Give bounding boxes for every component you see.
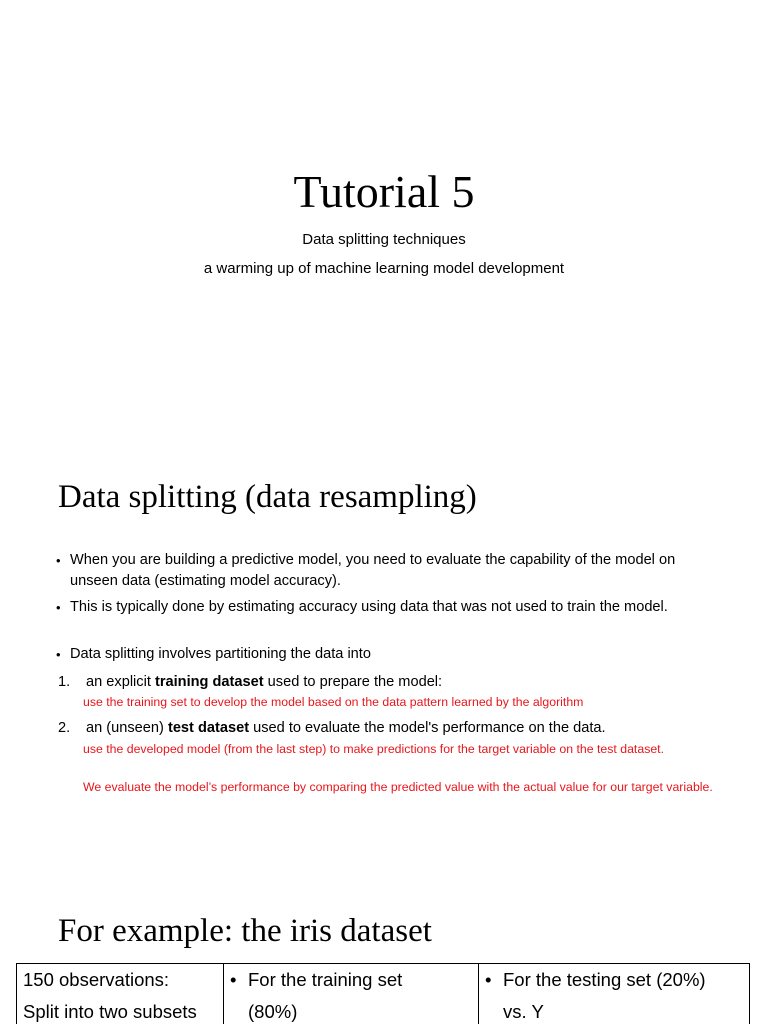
bullet-dot: • bbox=[56, 553, 61, 568]
numbered-item-text: an explicit training dataset used to prepare the model: bbox=[86, 674, 443, 690]
numbered-item-text: an (unseen) test dataset used to evaluate the model's performance on the data. bbox=[86, 720, 606, 736]
term-training-dataset: training dataset bbox=[154, 674, 264, 690]
note-test-evaluate: We evaluate the model’s performance by comparing the predicted value with the actual value for our target variable. bbox=[83, 780, 713, 794]
slide-title-iris-example: For example: the iris dataset bbox=[58, 913, 432, 949]
bullet-dot: • bbox=[56, 600, 61, 615]
bullet-text: Data splitting involves partitioning the data into bbox=[70, 646, 371, 662]
numbered-item-training bbox=[58, 672, 718, 693]
bullet-text: This is typically done by estimating accuracy using data that was not used to train the model. bbox=[70, 599, 668, 615]
cell-continuation: vs. Y bbox=[503, 1001, 544, 1022]
bullet-text: When you are building a predictive model, you need to evaluate the capability of the model on unseen data (estimating model accuracy). bbox=[70, 552, 676, 589]
slide-title-data-splitting: Data splitting (data resampling) bbox=[58, 479, 477, 515]
term-test-dataset: test dataset bbox=[167, 720, 250, 736]
cell-bullet: • For the testing set (20%) bbox=[485, 964, 749, 996]
bullet-item bbox=[56, 644, 716, 665]
numbered-item-test bbox=[58, 718, 718, 739]
table-cell-testing bbox=[479, 964, 750, 1024]
note-test-predict: use the developed model (from the last step) to make predictions for the target variable on the test dataset. bbox=[83, 742, 665, 756]
table-row bbox=[17, 964, 750, 1024]
table-cell-observations bbox=[17, 964, 224, 1024]
bullet-dot: • bbox=[485, 969, 492, 990]
slide-title-tutorial: Tutorial 5 bbox=[293, 166, 475, 217]
bullet-dot: • bbox=[230, 969, 237, 990]
table-cell-training bbox=[224, 964, 479, 1024]
cell-bullet: • For the training set bbox=[230, 964, 478, 996]
cell-continuation: (80%) bbox=[248, 1001, 298, 1022]
cell-line: 150 observations: bbox=[23, 969, 170, 990]
cell-line: Split into two subsets bbox=[23, 1001, 197, 1022]
note-training: use the training set to develop the model based on the data pattern learned by the algorithm bbox=[83, 695, 584, 709]
iris-split-table bbox=[16, 963, 750, 1024]
bullet-item bbox=[56, 597, 716, 618]
bullet-item bbox=[56, 550, 716, 592]
slide-subtitle-topic: Data splitting techniques bbox=[302, 231, 466, 248]
slide-subtitle-description: a warming up of machine learning model development bbox=[203, 260, 565, 277]
bullet-dot: • bbox=[56, 647, 61, 662]
item-number: 2. bbox=[58, 720, 71, 736]
item-number: 1. bbox=[58, 674, 71, 690]
